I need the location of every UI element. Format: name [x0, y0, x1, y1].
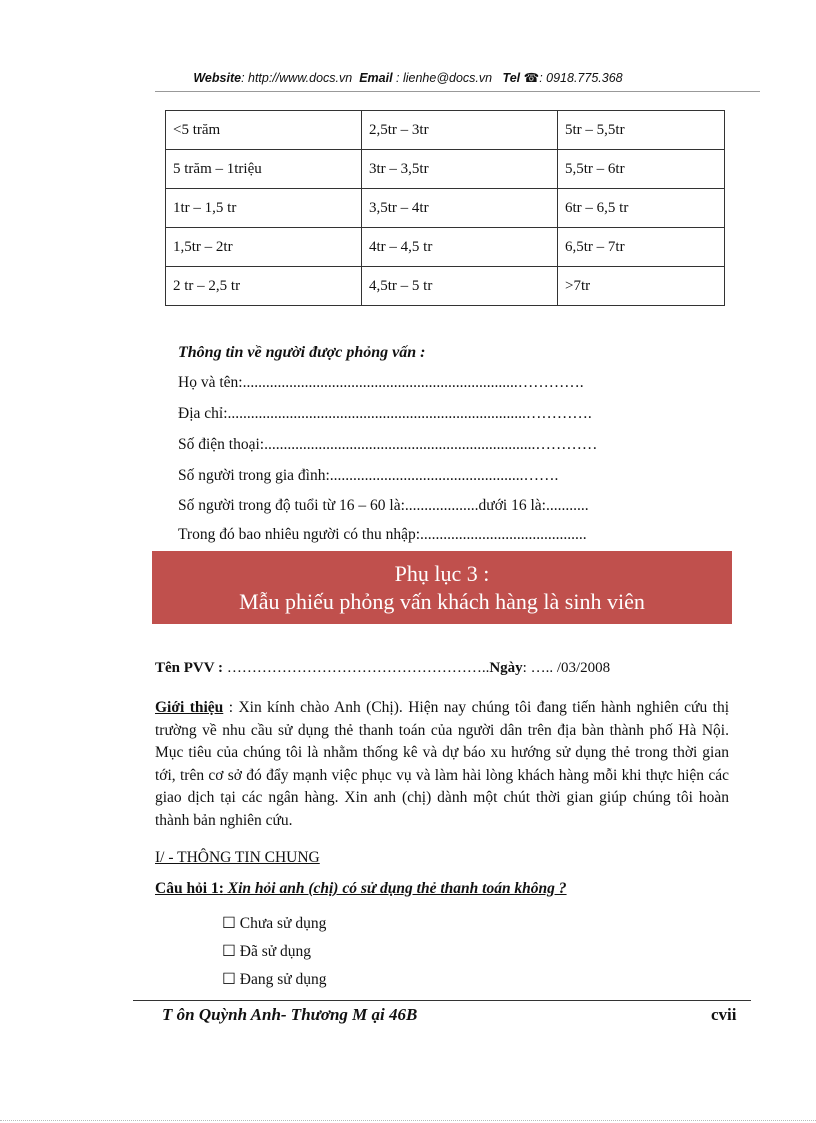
table-cell: 6tr – 6,5 tr: [558, 189, 725, 228]
checkbox-icon[interactable]: ☐: [222, 971, 236, 988]
age-group-field: Số người trong độ tuổi từ 16 – 60 là:...................dưới 16 là:...........: [178, 497, 589, 514]
section-heading-text: I/ - THÔNG TIN CHUNG: [155, 849, 320, 866]
interviewer-line: [155, 660, 610, 677]
option-label: Chưa sử dụng: [239, 915, 327, 932]
tel-label: Tel: [502, 71, 521, 85]
phone-field: Số điện thoại:......................................................................…………: [178, 436, 598, 453]
tel-value: : 0918.775.368: [539, 71, 623, 85]
intro-text: : Xin kính chào Anh (Chị). Hiện nay chúng tôi đang tiến hành nghiên cứu thị trường về nhu cầu sử dụng thẻ thanh toán của người dân trên địa bàn thành phố Hà Nội. Mục tiêu của chúng tôi là nhằm thống kê và dự báo xu hướng sử dụng thẻ trong thời gian tới, trên cơ sở đó đẩy mạnh việc phục vụ và làm hài lòng khách hàng mỗi khi thực hiện các giao dịch tại các ngân hàng. Xin anh (chị) dành một chút thời gian giúp chúng tôi hoàn thành bản nghiên cứu.: [155, 699, 730, 829]
table-cell: 5 trăm – 1triệu: [166, 150, 362, 189]
email-label: Email: [359, 71, 393, 85]
table-cell: 1tr – 1,5 tr: [166, 189, 362, 228]
household-size-field: Số người trong gia đình:..................................................…….: [178, 467, 559, 484]
table-cell: >7tr: [558, 267, 725, 306]
question-1-text: Xin hỏi anh (chị) có sử dụng thẻ thanh toán không ?: [223, 880, 567, 897]
page-header: [0, 70, 816, 85]
date-value: : ….. /03/2008: [522, 660, 611, 676]
table-row: [166, 111, 725, 150]
option-used[interactable]: [222, 942, 311, 961]
table-cell: 2,5tr – 3tr: [362, 111, 558, 150]
table-cell: 5,5tr – 6tr: [558, 150, 725, 189]
table-row: [166, 189, 725, 228]
appendix-banner: [152, 551, 732, 624]
section-heading: [155, 849, 320, 867]
table-row: [166, 228, 725, 267]
table-cell: 4,5tr – 5 tr: [362, 267, 558, 306]
table-cell: 6,5tr – 7tr: [558, 228, 725, 267]
income-table: [165, 110, 725, 306]
table-cell: 3,5tr – 4tr: [362, 189, 558, 228]
option-not-used[interactable]: [222, 914, 326, 933]
table-cell: 5tr – 5,5tr: [558, 111, 725, 150]
table-cell: 1,5tr – 2tr: [166, 228, 362, 267]
table-row: [166, 267, 725, 306]
email-value: : lienhe@docs.vn: [396, 71, 493, 85]
page-edge-divider: [0, 1120, 816, 1121]
address-field: Địa chỉ:.............................................................................………….: [178, 405, 592, 422]
option-label: Đang sử dụng: [239, 971, 327, 988]
income-earners-field: Trong đó bao nhiêu người có thu nhập:...........................................: [178, 526, 587, 543]
checkbox-icon[interactable]: ☐: [222, 943, 236, 960]
option-label: Đã sử dụng: [239, 943, 312, 960]
interviewer-dots: ……………………………………………..: [223, 660, 490, 676]
intro-label: Giới thiệu: [155, 699, 224, 716]
intro-paragraph: [155, 697, 729, 833]
phone-icon: ☎: [523, 71, 540, 85]
option-using[interactable]: [222, 970, 327, 989]
website-label: Website: [193, 71, 242, 85]
table-cell: 2 tr – 2,5 tr: [166, 267, 362, 306]
appendix-number: Phụ lục 3 :: [394, 561, 490, 586]
footer-divider: [133, 1000, 751, 1001]
table-row: [166, 150, 725, 189]
header-divider: [155, 91, 760, 92]
date-label: Ngày: [489, 660, 523, 676]
interviewer-label: Tên PVV :: [155, 660, 224, 676]
appendix-title: Mẫu phiếu phỏng vấn khách hàng là sinh viên: [239, 589, 645, 614]
question-1: [155, 880, 567, 898]
question-1-label: Câu hỏi 1:: [155, 880, 224, 897]
table-cell: 3tr – 3,5tr: [362, 150, 558, 189]
footer-author: T ôn Quỳnh Anh- Thương M ại 46B: [162, 1005, 418, 1024]
checkbox-icon[interactable]: ☐: [222, 915, 236, 932]
table-cell: 4tr – 4,5 tr: [362, 228, 558, 267]
website-value: : http://www.docs.vn: [241, 71, 353, 85]
page-number: cvii: [711, 1005, 737, 1024]
interviewee-section-title: Thông tin về người được phỏng vấn :: [178, 344, 426, 361]
name-field: Họ và tên:.......................................................................………….: [178, 374, 584, 391]
table-cell: <5 trăm: [166, 111, 362, 150]
